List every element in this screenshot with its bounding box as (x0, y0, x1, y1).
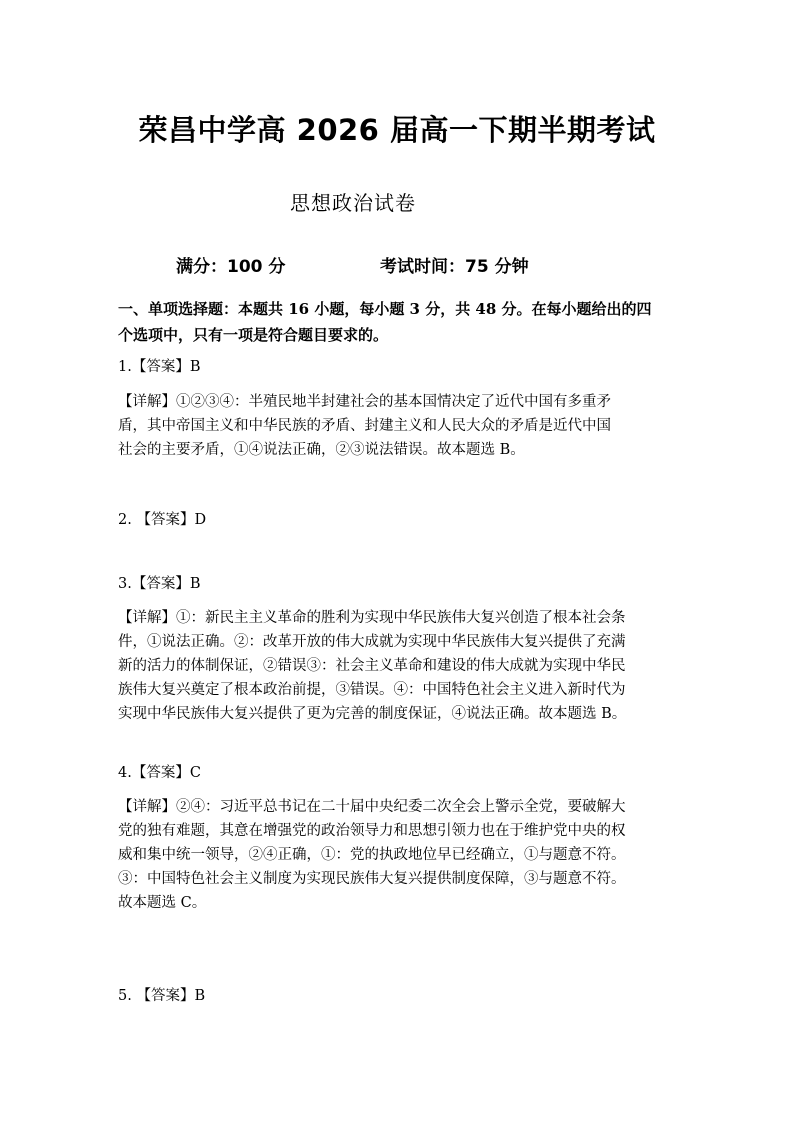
answer-4: 4.【答案】C (118, 765, 201, 781)
section-heading-line: 一、单项选择题：本题共 16 小题，每小题 3 分，共 48 分。在每小题给出的四 (118, 300, 652, 318)
detail-line: 【详解】②④：习近平总书记在二十届中央纪委二次全会上警示全党，要破解大 (118, 799, 626, 815)
full-score: 满分：100 分 (176, 257, 286, 277)
detail-line: 党的独有难题，其意在增强党的政治领导力和思想引领力也在于维护党中央的权 (118, 823, 626, 839)
detail-line: 【详解】①：新民主主义革命的胜利为实现中华民族伟大复兴创造了根本社会条 (118, 610, 626, 626)
exam-time: 考试时间：75 分钟 (380, 257, 529, 277)
detail-line: 件，①说法正确。②：改革开放的伟大成就为实现中华民族伟大复兴提供了充满 (118, 634, 626, 650)
detail-line: 盾，其中帝国主义和中华民族的矛盾、封建主义和人民大众的矛盾是近代中国 (118, 418, 611, 434)
detail-line: ③：中国特色社会主义制度为实现民族伟大复兴提供制度保障，③与题意不符。 (118, 871, 626, 887)
detail-line: 实现中华民族伟大复兴提供了更为完善的制度保证，④说法正确。故本题选 B。 (118, 706, 627, 722)
section-heading (118, 296, 678, 348)
detail-3 (118, 606, 688, 726)
detail-4 (118, 795, 688, 915)
detail-line: 故本题选 C。 (118, 895, 207, 911)
detail-1 (118, 390, 688, 462)
detail-line: 威和集中统一领导，②④正确，①：党的执政地位早已经确立，①与题意不符。 (118, 847, 626, 863)
detail-line: 族伟大复兴奠定了根本政治前提，③错误。④：中国特色社会主义进入新时代为 (118, 682, 626, 698)
answer-5: 5. 【答案】B (118, 988, 206, 1004)
detail-line: 【详解】①②③④：半殖民地半封建社会的基本国情决定了近代中国有多重矛 (118, 394, 611, 410)
answer-1: 1.【答案】B (118, 359, 201, 375)
exam-subtitle: 思想政治试卷 (290, 191, 416, 215)
answer-3: 3.【答案】B (118, 576, 201, 592)
exam-title: 荣昌中学高 2026 届高一下期半期考试 (138, 113, 656, 147)
section-heading-line: 个选项中，只有一项是符合题目要求的。 (118, 326, 389, 344)
answer-2: 2. 【答案】D (118, 512, 207, 528)
detail-line: 社会的主要矛盾，①④说法正确，②③说法错误。故本题选 B。 (118, 442, 525, 458)
detail-line: 新的活力的体制保证，②错误③：社会主义革命和建设的伟大成就为实现中华民 (118, 658, 626, 674)
